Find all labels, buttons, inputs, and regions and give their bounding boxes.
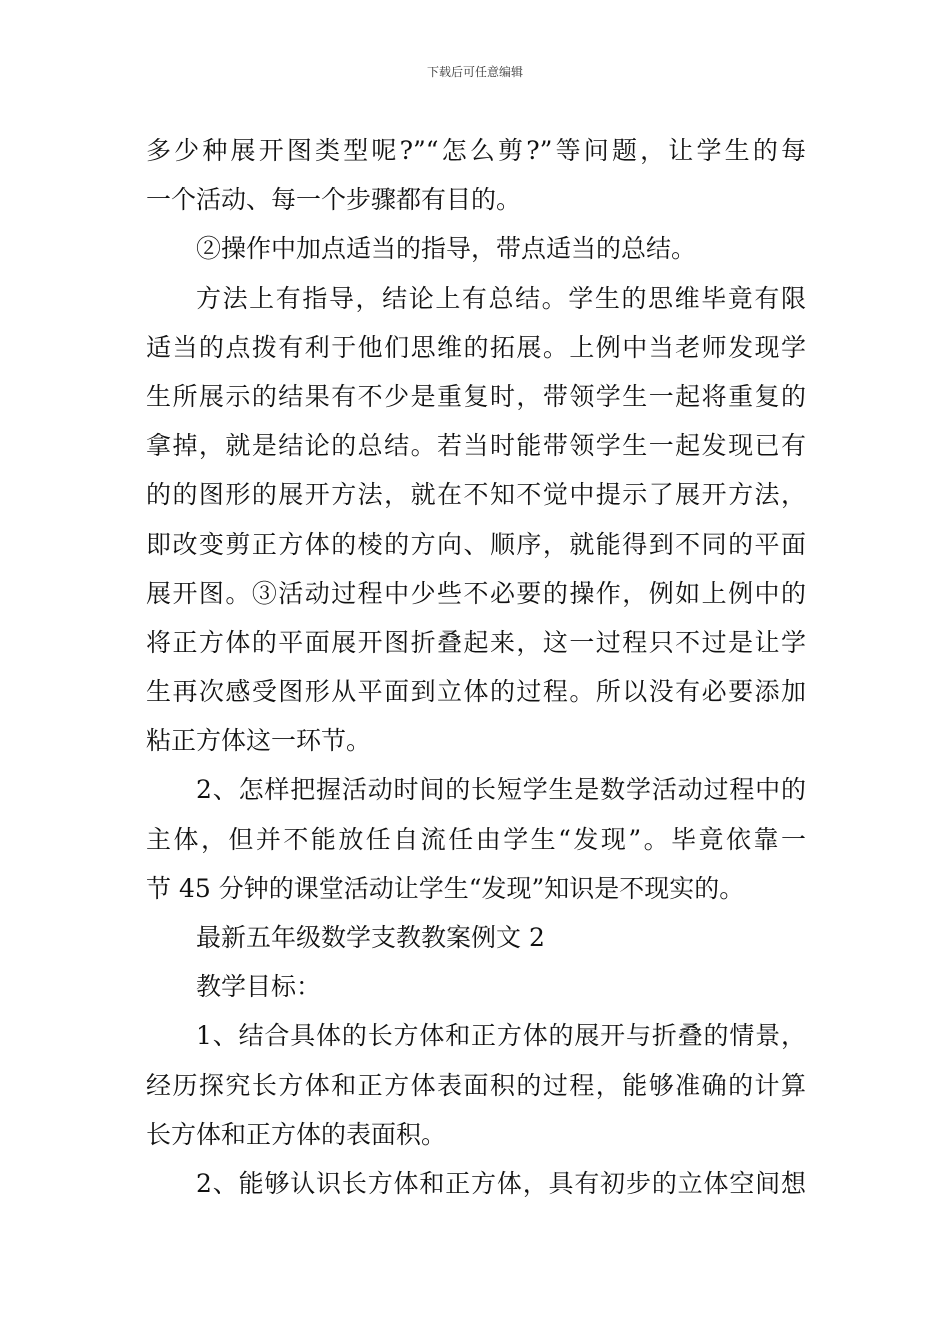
text-line: 主体，但并不能放任自流任由学生“发现”。毕竟依靠一 — [146, 824, 806, 854]
text-line: 一个活动、每一个步骤都有目的。 — [146, 185, 522, 215]
text-line: 1、结合具体的长方体和正方体的展开与折叠的情景， — [196, 1021, 806, 1051]
page-header: 下载后可任意编辑 — [426, 65, 523, 79]
text-line: 教学目标： — [196, 972, 322, 1002]
text-line: 展开图。③活动过程中少些不必要的操作，例如上例中的 — [146, 578, 806, 608]
text-line: 2、能够认识长方体和正方体，具有初步的立体空间想 — [196, 1168, 806, 1198]
text-line: 长方体和正方体的表面积。 — [146, 1119, 447, 1149]
text-line: 即改变剪正方体的棱的方向、顺序，就能得到不同的平面 — [146, 529, 806, 559]
text-line: 将正方体的平面展开图折叠起来，这一过程只不过是让学 — [146, 627, 806, 657]
text-line: 多少种展开图类型呢?”“怎么剪?”等问题，让学生的每 — [146, 136, 806, 165]
text-line: 最新五年级数学支教教案例文 2 — [196, 923, 545, 952]
text-line: ②操作中加点适当的指导，带点适当的总结。 — [196, 234, 697, 264]
text-line: 粘正方体这一环节。 — [146, 726, 372, 756]
text-line: 适当的点拨有利于他们思维的拓展。上例中当老师发现学 — [146, 332, 806, 362]
text-line: 的的图形的展开方法，就在不知不觉中提示了展开方法， — [146, 480, 806, 510]
text-line: 经历探究长方体和正方体表面积的过程，能够准确的计算 — [146, 1070, 806, 1100]
document-body — [146, 126, 806, 1208]
text-line: 2、怎样把握活动时间的长短学生是数学活动过程中的 — [196, 775, 806, 805]
text-line: 节 45 分钟的课堂活动让学生“发现”知识是不现实的。 — [146, 873, 745, 903]
text-line: 生再次感受图形从平面到立体的过程。所以没有必要添加 — [146, 677, 806, 707]
text-line: 拿掉，就是结论的总结。若当时能带领学生一起发现已有 — [146, 431, 806, 461]
text-line: 生所展示的结果有不少是重复时，带领学生一起将重复的 — [146, 381, 806, 411]
text-line: 方法上有指导，结论上有总结。学生的思维毕竟有限 — [196, 283, 806, 313]
